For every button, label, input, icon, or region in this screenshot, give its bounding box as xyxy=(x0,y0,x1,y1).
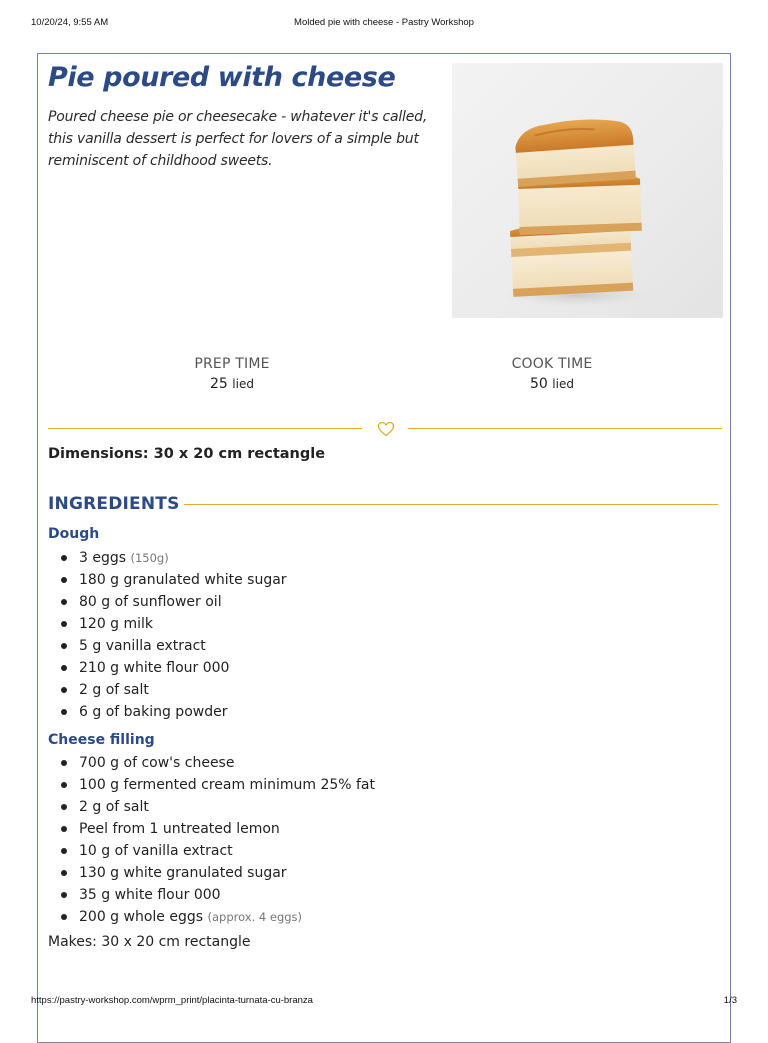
ingredient-text: 100 g fermented cream minimum 25% fat xyxy=(79,777,376,793)
cook-time-number: 50 xyxy=(530,376,548,392)
ingredient-item xyxy=(48,752,375,774)
ingredient-list-dough xyxy=(48,547,287,723)
bullet-dot-icon xyxy=(61,782,67,788)
ingredient-text: 6 g of baking powder xyxy=(79,704,228,720)
ingredient-note: (approx. 4 eggs) xyxy=(207,910,303,924)
cook-time-value xyxy=(452,376,652,392)
ingredient-group-dough: Dough xyxy=(48,526,100,542)
recipe-photo xyxy=(452,63,723,318)
ingredient-text: 210 g white flour 000 xyxy=(79,660,230,676)
ingredient-text: 3 eggs xyxy=(79,550,127,566)
ingredient-item xyxy=(48,657,287,679)
ingredient-group-cheese-filling: Cheese filling xyxy=(48,732,155,748)
ingredient-item xyxy=(48,840,375,862)
ingredient-list-cheese-filling xyxy=(48,752,375,928)
cook-time-unit: lied xyxy=(552,377,574,391)
ingredient-item xyxy=(48,818,375,840)
ingredient-item xyxy=(48,679,287,701)
ingredient-item xyxy=(48,547,287,569)
bullet-dot-icon xyxy=(61,914,67,920)
ingredient-item xyxy=(48,635,287,657)
prep-time-unit: lied xyxy=(232,377,254,391)
ingredient-text: 2 g of salt xyxy=(79,799,149,815)
heart-icon[interactable] xyxy=(377,421,395,437)
ingredient-text: 5 g vanilla extract xyxy=(79,638,206,654)
recipe-dimensions: Dimensions: 30 x 20 cm rectangle xyxy=(48,446,326,462)
cheese-pie-image xyxy=(452,63,723,318)
ingredient-text: Peel from 1 untreated lemon xyxy=(79,821,280,837)
prep-time xyxy=(132,356,332,392)
recipe-card xyxy=(37,53,731,1043)
prep-time-label: PREP TIME xyxy=(194,356,270,372)
bullet-dot-icon xyxy=(61,621,67,627)
ingredient-text: 130 g white granulated sugar xyxy=(79,865,287,881)
bullet-dot-icon xyxy=(61,577,67,583)
bullet-dot-icon xyxy=(61,709,67,715)
ingredient-item xyxy=(48,613,287,635)
ingredient-text: 700 g of cow's cheese xyxy=(79,755,235,771)
ingredient-item xyxy=(48,591,287,613)
prep-time-value xyxy=(132,376,332,392)
print-timestamp: 10/20/24, 9:55 AM xyxy=(31,17,109,28)
bullet-dot-icon xyxy=(61,643,67,649)
cook-time xyxy=(452,356,652,392)
ingredients-heading: INGREDIENTS xyxy=(48,494,180,514)
ingredient-text: 2 g of salt xyxy=(79,682,149,698)
bullet-dot-icon xyxy=(61,892,67,898)
bullet-dot-icon xyxy=(61,870,67,876)
ingredient-text: 180 g granulated white sugar xyxy=(79,572,287,588)
bullet-dot-icon xyxy=(61,555,67,561)
recipe-summary: Poured cheese pie or cheesecake - whatever it's called, this vanilla dessert is perfect for lovers of a simple but reminiscent of childhood sweets. xyxy=(48,109,428,169)
bullet-dot-icon xyxy=(61,804,67,810)
bullet-dot-icon xyxy=(61,665,67,671)
ingredients-divider xyxy=(184,504,718,505)
bullet-dot-icon xyxy=(61,760,67,766)
ingredient-text: 80 g of sunflower oil xyxy=(79,594,222,610)
ingredient-item xyxy=(48,884,375,906)
divider-left xyxy=(48,428,362,429)
ingredient-text: 35 g white flour 000 xyxy=(79,887,221,903)
ingredient-item xyxy=(48,569,287,591)
ingredient-item xyxy=(48,796,375,818)
ingredient-item xyxy=(48,862,375,884)
cook-time-label: COOK TIME xyxy=(511,356,593,372)
ingredient-item xyxy=(48,906,375,928)
ingredient-item xyxy=(48,774,375,796)
recipe-title: Pie poured with cheese xyxy=(48,62,396,93)
ingredient-note: (150g) xyxy=(130,551,169,565)
recipe-makes: Makes: 30 x 20 cm rectangle xyxy=(48,934,251,950)
print-url: https://pastry-workshop.com/wprm_print/placinta-turnata-cu-branza xyxy=(31,995,313,1006)
bullet-dot-icon xyxy=(61,848,67,854)
print-page-number: 1/3 xyxy=(723,995,737,1006)
ingredient-text: 120 g milk xyxy=(79,616,154,632)
bullet-dot-icon xyxy=(61,687,67,693)
bullet-dot-icon xyxy=(61,599,67,605)
ingredient-item xyxy=(48,701,287,723)
ingredient-text: 10 g of vanilla extract xyxy=(79,843,233,859)
prep-time-number: 25 xyxy=(210,376,228,392)
divider-right xyxy=(408,428,722,429)
print-page-title: Molded pie with cheese - Pastry Workshop xyxy=(294,17,474,28)
bullet-dot-icon xyxy=(61,826,67,832)
ingredient-text: 200 g whole eggs xyxy=(79,909,204,925)
